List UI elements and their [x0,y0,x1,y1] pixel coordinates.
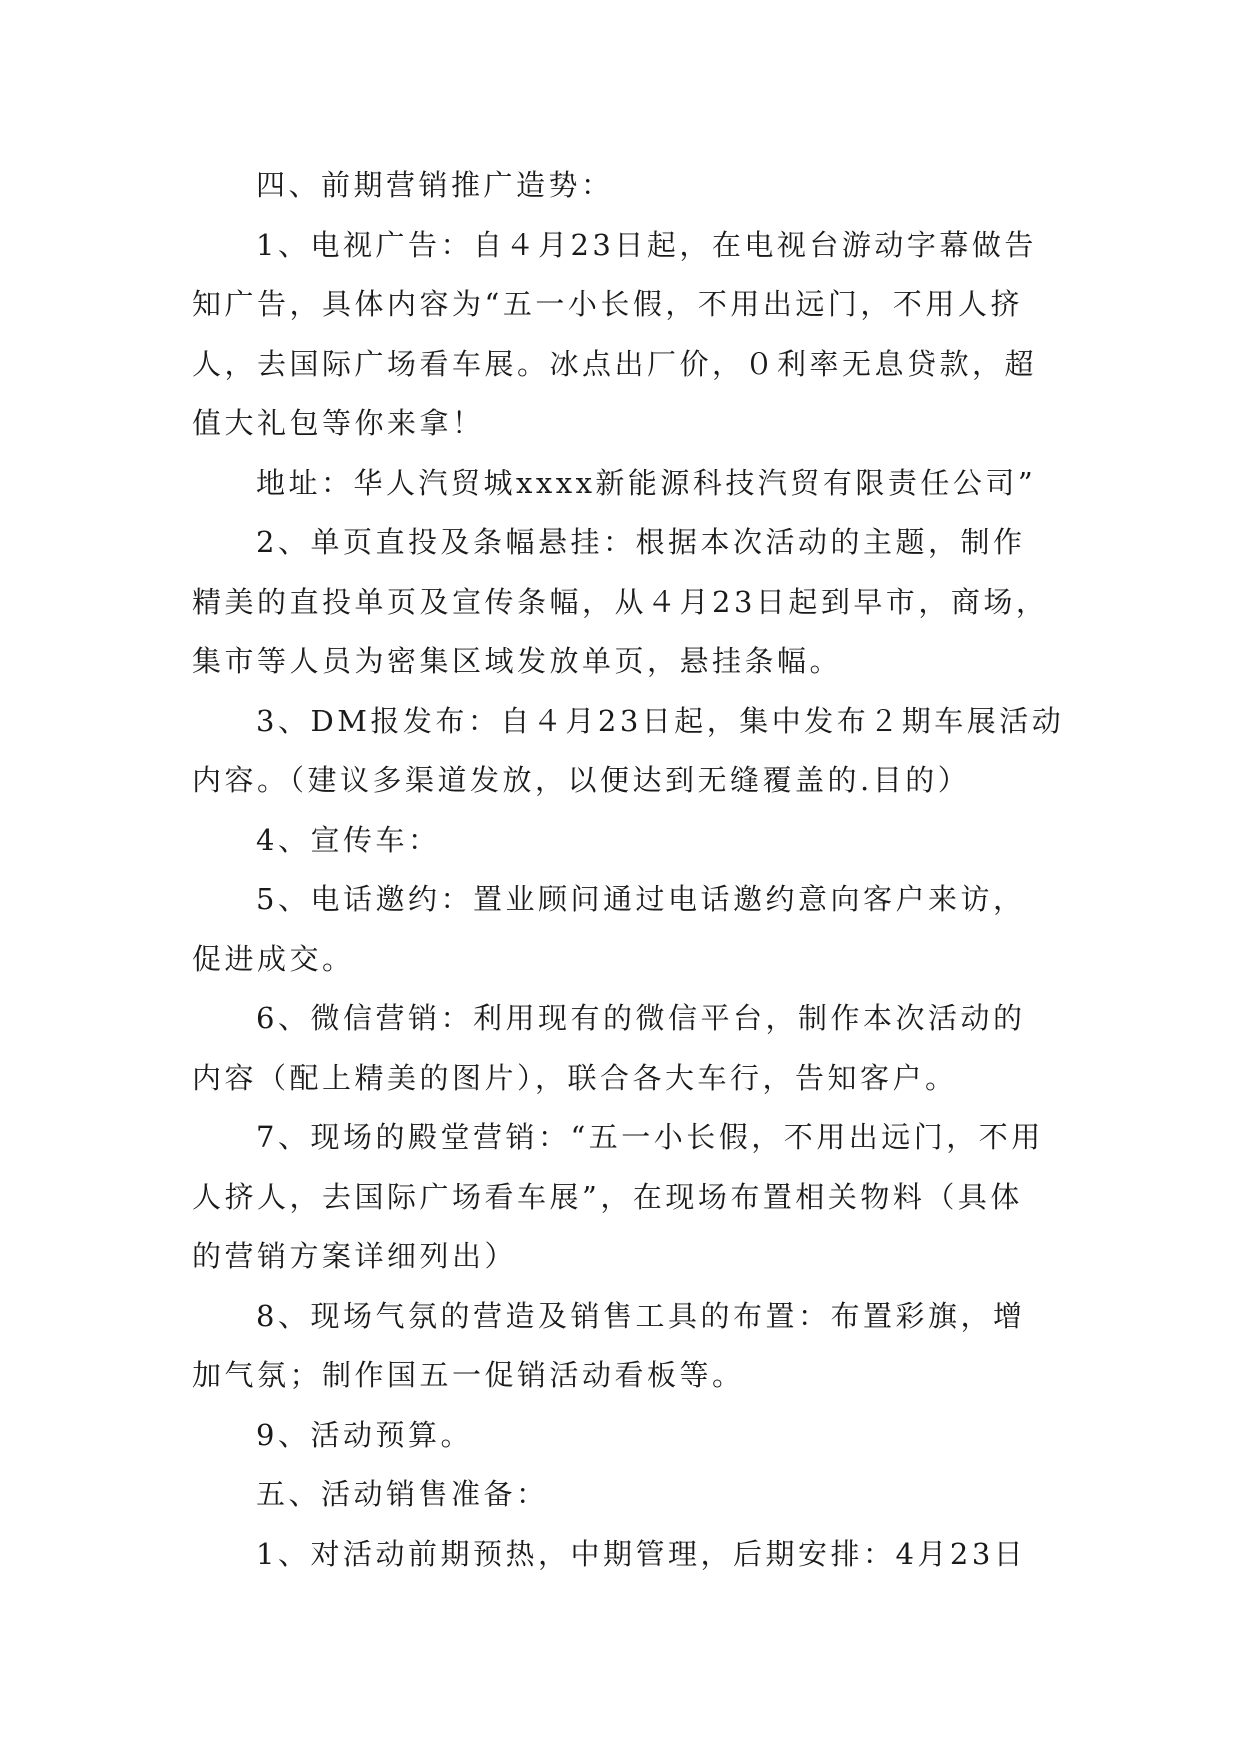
text-line: 值大礼包等你来拿！ [192,406,485,440]
text-line: 内容。（建议多渠道发放，以便达到无缝覆盖的.目的） [192,763,971,797]
text-line: 6、微信营销：利用现有的微信平台，制作本次活动的 [256,1001,1026,1035]
text-line: 加气氛；制作国五一促销活动看板等。 [192,1358,745,1392]
text-line: 9、活动预算。 [256,1417,473,1452]
text-line: 3、DM报发布：自４月23日起，集中发布２期车展活动 [256,703,1065,738]
text-line: 2、单页直投及条幅悬挂：根据本次活动的主题，制作 [256,525,1026,559]
text-line: 集市等人员为密集区域发放单页，悬挂条幅。 [192,644,843,678]
text-line: 7、现场的殿堂营销：“五一小长假，不用出远门，不用 [256,1120,1044,1154]
text-line: 地址：华人汽贸城xxxx新能源科技汽贸有限责任公司” [256,465,1037,500]
text-line: 4、宣传车： [256,822,441,857]
text-line: 五、活动销售准备： [256,1477,549,1511]
text-line: 四、前期营销推广造势： [256,168,614,202]
text-line: 人挤人，去国际广场看车展”，在现场布置相关物料（具体 [192,1179,1023,1214]
text-line: 1、对活动前期预热，中期管理，后期安排：4月23日 [256,1536,1027,1571]
text-line: 8、现场气氛的营造及销售工具的布置：布置彩旗，增 [256,1298,1026,1333]
text-line: 内容（配上精美的图片），联合各大车行，告知客户。 [192,1060,958,1095]
text-line: 知广告，具体内容为“五一小长假，不用出远门，不用人挤 [192,287,1023,321]
text-line: 人，去国际广场看车展。冰点出厂价，０利率无息贷款，超 [192,346,1038,381]
text-line: 促进成交。 [192,941,355,976]
text-line: 5、电话邀约：置业顾问通过电话邀约意向客户来访， [256,882,1026,916]
text-line: 1、电视广告：自４月23日起，在电视台游动字幕做告 [256,227,1037,262]
text-line: 的营销方案详细列出） [192,1239,518,1273]
document-body [192,156,1065,1584]
text-line: 精美的直投单页及宣传条幅，从４月23日起到早市，商场， [192,584,1049,619]
